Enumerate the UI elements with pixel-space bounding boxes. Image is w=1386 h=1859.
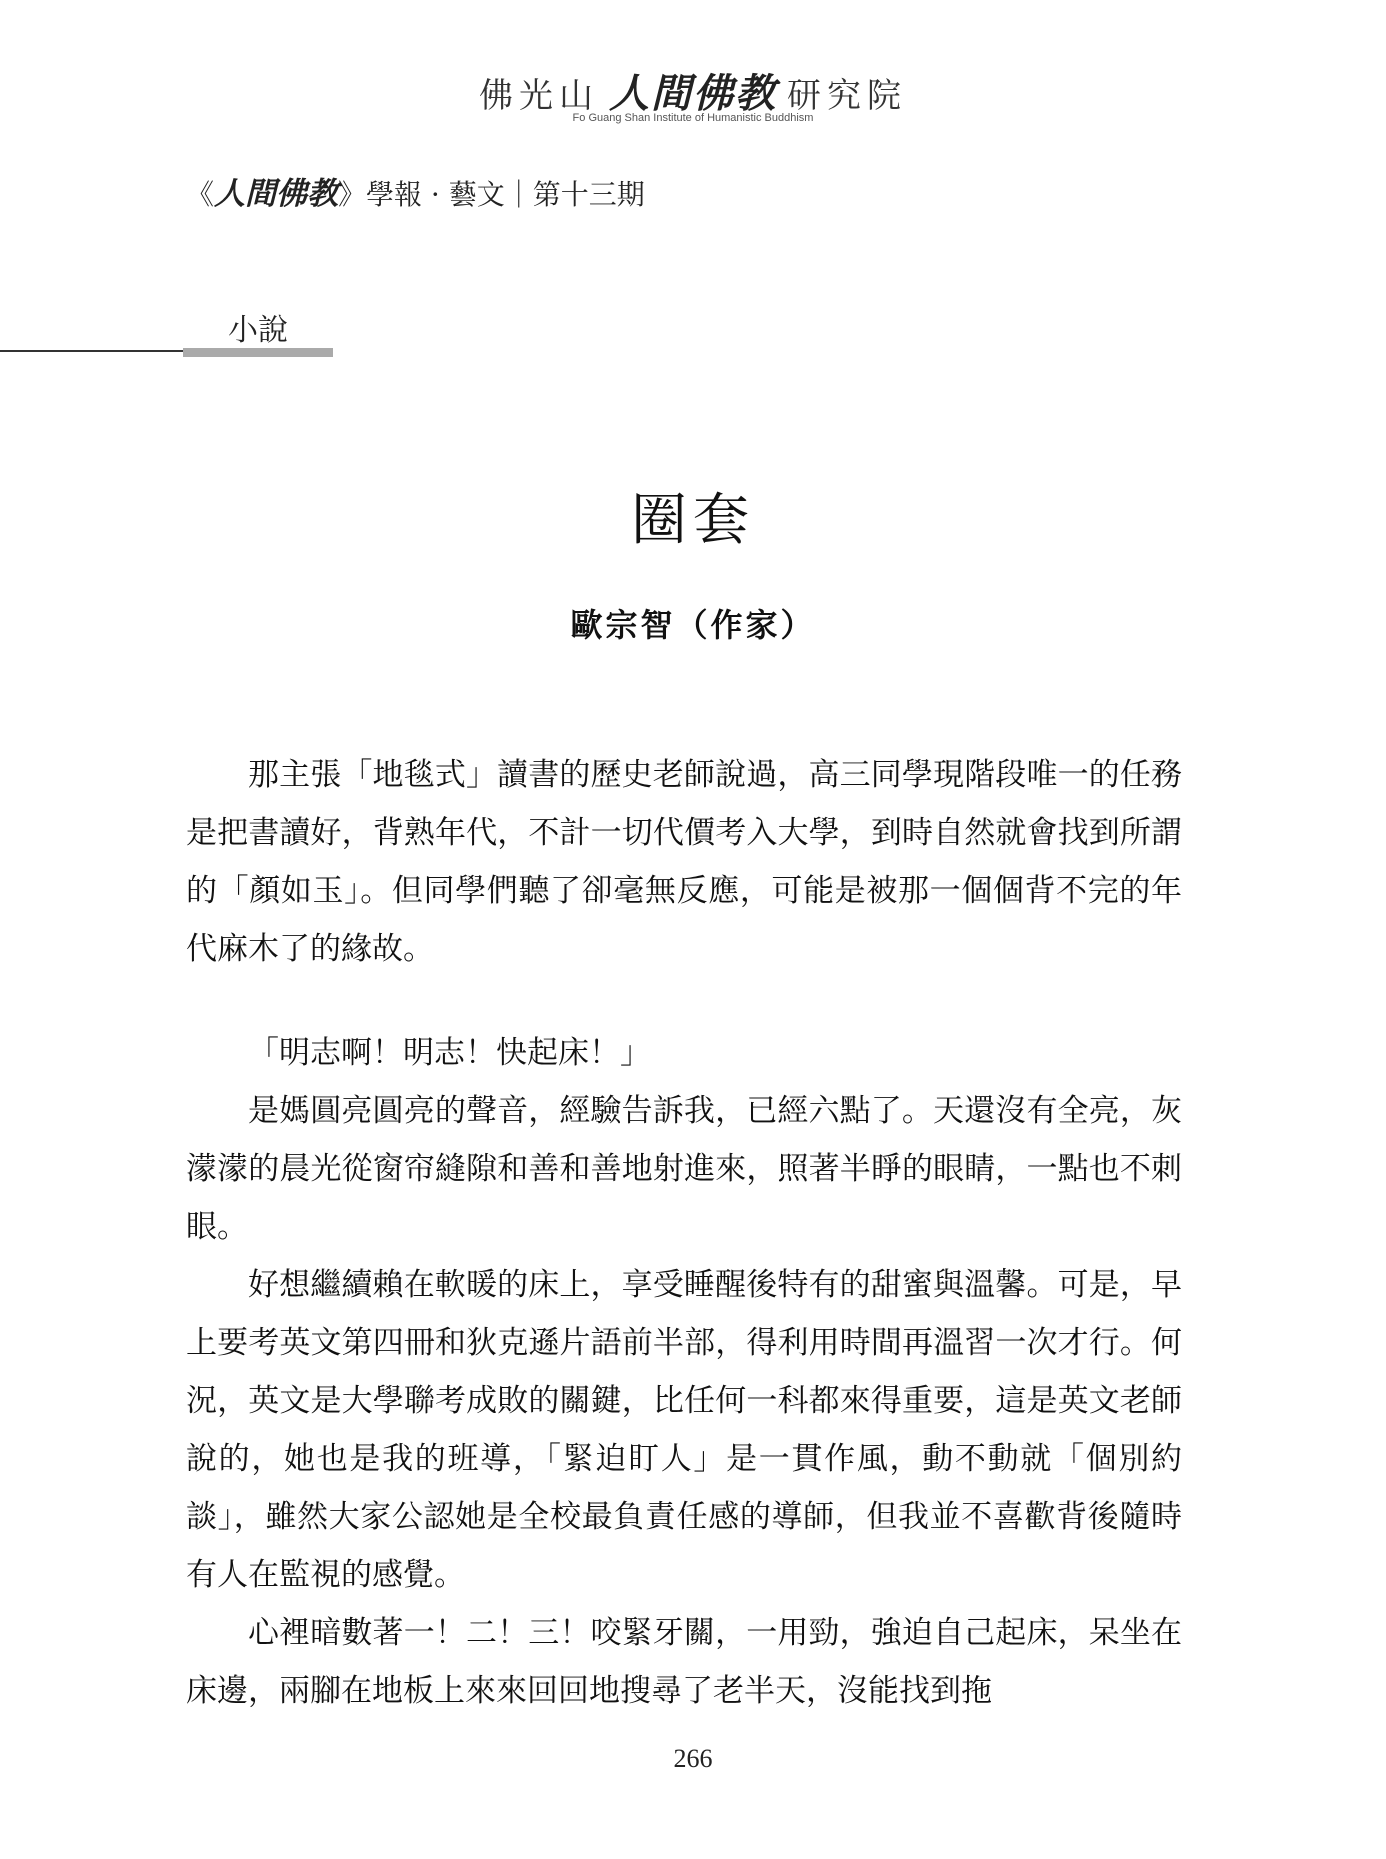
intro-section: [186, 746, 1182, 978]
story-paragraph: 是媽圓亮圓亮的聲音，經驗告訴我，已經六點了。天還沒有全亮，灰濛濛的晨光從窗帘縫隙和善和善地射進來，照著半睜的眼睛，一點也不刺眼。: [186, 1093, 1182, 1245]
story-body: [186, 1024, 1182, 1720]
page-number: 266: [673, 1744, 713, 1773]
institute-header: [0, 62, 1386, 119]
institute-brand-logo: 人間佛教: [609, 71, 777, 117]
story-paragraph: 好想繼續賴在軟暖的床上，享受睡醒後特有的甜蜜與溫馨。可是，早上要考英文第四冊和狄克遜片語前半部，得利用時間再溫習一次才行。何況，英文是大學聯考成敗的關鍵，比任何一科都來得重要，這是英文老師說的，她也是我的班導，「緊迫盯人」是一貫作風，動不動就「個別約談」，雖然大家公認她是全校最負責任感的導師，但我並不喜歡背後隨時有人在監視的感覺。: [186, 1267, 1182, 1593]
section-label: 小說: [228, 313, 288, 348]
story-paragraph: 心裡暗數著一！二！三！咬緊牙關，一用勁，強迫自己起床，呆坐在床邊，兩腳在地板上來來回回地搜尋了老半天，沒能找到拖: [186, 1615, 1182, 1709]
story-paragraph: 「明志啊！明志！快起床！」: [248, 1035, 651, 1071]
journal-brand: 人間佛教: [214, 176, 339, 212]
journal-issue-line: [186, 168, 645, 213]
institute-prefix: 佛光山: [479, 76, 599, 116]
intro-paragraph: 那主張「地毯式」讀書的歷史老師說過，高三同學現階段唯一的任務是把書讀好，背熟年代，不計一切代價考入大學，到時自然就會找到所謂的「顏如玉」。但同學們聽了卻毫無反應，可能是被那一個個背不完的年代麻木了的緣故。: [186, 757, 1182, 967]
article-author: 歐宗智（作家）: [570, 606, 816, 644]
section-divider-accent: [183, 348, 333, 357]
institute-suffix: 研究院: [787, 76, 907, 116]
journal-open-bracket: 《: [186, 178, 215, 211]
article-title: 圈套: [631, 488, 755, 553]
institute-english-name: Fo Guang Shan Institute of Humanistic Buddhism: [572, 112, 814, 124]
journal-issue-text: 》學報 · 藝文｜第十三期: [338, 178, 645, 211]
